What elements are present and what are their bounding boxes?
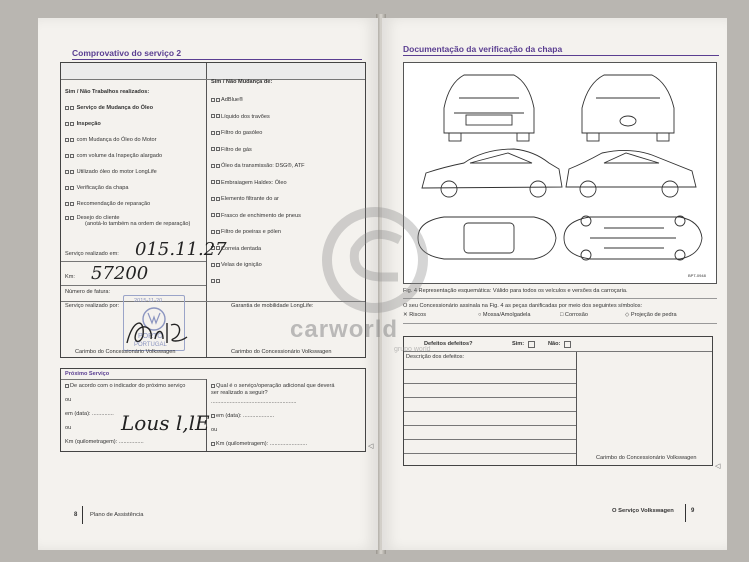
dealer-stamp: 2015-11-20 PORTO PORTUGAL	[123, 295, 185, 351]
list-item	[211, 163, 305, 169]
checkbox-icon[interactable]	[211, 114, 215, 118]
list-item	[211, 262, 262, 268]
service-date-handwritten: 015.11.27	[135, 239, 227, 260]
list-item	[211, 147, 252, 153]
list-item-label: Líquido dos travões	[221, 113, 270, 120]
checkbox-icon[interactable]	[65, 170, 69, 174]
checkbox-icon[interactable]	[65, 122, 69, 126]
checkbox-icon[interactable]	[65, 154, 69, 158]
desc-label: Descrição dos defeitos:	[406, 354, 465, 360]
legend-item: ◇ Projeção de pedra	[625, 312, 677, 318]
task-item	[85, 221, 190, 227]
checkbox-icon[interactable]	[211, 98, 215, 102]
right-page	[382, 18, 727, 550]
checkbox-icon[interactable]	[216, 263, 220, 267]
list-item	[211, 196, 279, 202]
checkbox-icon[interactable]	[211, 164, 215, 168]
checkbox-icon[interactable]	[216, 197, 220, 201]
title-rule-right	[403, 55, 719, 56]
task-label: Desejo do cliente	[76, 215, 120, 221]
next-left-item: em (data): ..............	[65, 411, 114, 417]
list-item-label: Elemento filtrante do ar	[221, 196, 279, 202]
list-item	[211, 213, 301, 219]
list-item	[211, 180, 287, 186]
checkbox-icon[interactable]	[216, 180, 220, 184]
fig-code: BPT-0948	[688, 273, 706, 278]
checkbox-icon[interactable]	[211, 131, 215, 135]
right-page-number: 9	[691, 508, 695, 514]
checkbox-icon[interactable]	[211, 263, 215, 267]
checkbox-icon[interactable]	[216, 164, 220, 168]
page-arrow-icon: ◁	[368, 443, 374, 450]
instructions: O seu Concessionário assinala na Fig. 4 as peças danificadas por meio dos seguintes símbolos:	[403, 303, 643, 309]
right-footer: O Serviço Volkswagen	[612, 508, 674, 514]
defects-table	[403, 336, 713, 466]
checkbox-icon[interactable]	[70, 216, 74, 220]
legend-item: ○ Mossa/Amolgadela	[478, 312, 531, 318]
legend-item: □ Corrosão	[560, 312, 588, 318]
task-label: com Mudança do Óleo do Motor	[76, 137, 157, 143]
checkbox-icon[interactable]	[211, 180, 215, 184]
left-page-number: 8	[74, 512, 78, 518]
task-label: Verificação da chapa	[76, 185, 129, 191]
checkbox-icon[interactable]	[216, 147, 220, 151]
task-item	[65, 169, 157, 175]
next-left-item: ou	[65, 425, 72, 431]
col1-header: Sim / Não Trabalhos realizados:	[65, 89, 150, 95]
checkbox-icon[interactable]	[216, 114, 220, 118]
checkbox-icon[interactable]	[211, 442, 215, 446]
km-handwritten: 57200	[91, 263, 149, 284]
defects-yes-checkbox[interactable]	[528, 341, 535, 348]
task-item	[65, 185, 129, 191]
list-item	[211, 114, 270, 120]
next-right-item: .......................................................	[211, 399, 297, 405]
list-item-label: Filtro de poeiras e pólen	[221, 229, 282, 235]
fig-caption: Fig. 4 Representação esquemática: Válido para todos os veículos e versões da carroçaria.	[403, 288, 628, 294]
list-item-label: Correia dentada	[221, 245, 262, 252]
task-item	[65, 201, 150, 207]
list-item-label: Embraiagem Haldex: Óleo	[221, 179, 287, 186]
list-item-label: Óleo da transmissão: DSG®, ATF	[221, 163, 305, 169]
defects-no-checkbox[interactable]	[564, 341, 571, 348]
checkbox-icon[interactable]	[70, 186, 74, 190]
invoice-label: Número de fatura:	[65, 289, 111, 295]
left-title: Comprovativo do serviço 2	[72, 48, 182, 58]
checkbox-icon[interactable]	[211, 197, 215, 201]
checkbox-icon[interactable]	[216, 230, 220, 234]
checkbox-icon[interactable]	[216, 98, 220, 102]
list-item-label: Velas de ignição	[221, 262, 262, 268]
next-service-title: Próximo Serviço	[65, 371, 110, 377]
service-date-label: Serviço realizado em:	[65, 251, 119, 257]
task-label: Inspeção	[76, 121, 101, 127]
defect-row-line	[404, 411, 576, 412]
defect-row-line	[404, 425, 576, 426]
right-title: Documentação da verificação da chapa	[403, 44, 563, 54]
checkbox-icon[interactable]	[211, 230, 215, 234]
task-item	[65, 137, 156, 143]
checkbox-icon[interactable]	[65, 202, 69, 206]
left-page	[38, 18, 378, 550]
list-item	[211, 97, 243, 103]
legend-item: ✕ Riscos	[403, 312, 427, 318]
checkbox-icon[interactable]	[216, 213, 220, 217]
checkbox-icon[interactable]	[216, 279, 220, 283]
km-label: Km:	[65, 274, 75, 280]
next-left-item: Km (quilometragem): ................	[65, 439, 144, 445]
page-arrow-icon-right: ◁	[715, 463, 721, 470]
handwritten-signature	[123, 313, 203, 353]
checkbox-icon[interactable]	[70, 154, 74, 158]
defects-label: Defeitos defeitos?	[424, 341, 473, 347]
checkbox-icon[interactable]	[65, 106, 69, 110]
done-by-label: Serviço realizado por:	[65, 303, 120, 309]
next-left-item: ou	[65, 397, 72, 403]
next-right-item: em (data): ....................	[211, 413, 274, 419]
checkbox-icon[interactable]	[211, 147, 215, 151]
next-left-item: De acordo com o indicador do próximo serviço	[65, 383, 185, 389]
checkbox-icon[interactable]	[70, 170, 74, 174]
checkbox-icon[interactable]	[65, 384, 69, 388]
checkbox-icon[interactable]	[65, 216, 69, 220]
col2-header: Sim / Não Mudança de:	[211, 79, 273, 85]
next-service-box	[60, 368, 366, 452]
list-item-label: Frasco de enchimento de pneus	[221, 212, 301, 219]
task-label: com volume da Inspeção alargado	[76, 153, 163, 159]
list-item-label: AdBlue®	[221, 97, 244, 103]
task-item	[65, 121, 101, 127]
checkbox-icon[interactable]	[65, 138, 69, 142]
next-right-item: Km (quilometragem): ........................	[211, 441, 307, 447]
checkbox-icon[interactable]	[70, 106, 74, 110]
checkbox-icon[interactable]	[211, 213, 215, 217]
left-footer: Plano de Assistência	[90, 512, 144, 518]
list-item	[211, 279, 221, 285]
defect-row-line	[404, 439, 576, 440]
checkbox-icon[interactable]	[211, 414, 215, 418]
checkbox-icon[interactable]	[70, 122, 74, 126]
list-item-label: Filtro de gás	[221, 146, 252, 153]
list-item	[211, 130, 262, 136]
stamp-label-defects: Carimbo do Concessionário Volkswagen	[596, 455, 697, 461]
car-outlines	[404, 63, 716, 283]
task-item	[65, 153, 162, 159]
checkbox-icon[interactable]	[211, 279, 215, 283]
task-label: Recomendação de reparação	[76, 201, 151, 207]
next-handwritten: Lous l,lE	[121, 411, 210, 435]
defect-row-line	[404, 397, 576, 398]
car-diagram	[403, 62, 717, 284]
checkbox-icon[interactable]	[211, 384, 215, 388]
task-label: Serviço de Mudança do Óleo	[76, 105, 154, 111]
list-item-label: Filtro do gasóleo	[221, 130, 263, 136]
task-item	[65, 105, 153, 111]
stamp-label-left: Carimbo do Concessionário Volkswagen	[75, 349, 176, 355]
next-right-item: ser realizado a seguir?	[211, 390, 268, 396]
defect-row-line	[404, 453, 576, 454]
task-label: (anotá-lo também na ordem de reparação)	[85, 221, 191, 227]
sim-label: Sim:	[512, 341, 525, 347]
stamp-label-right: Carimbo do Concessionário Volkswagen	[231, 349, 332, 355]
longlife-label: Garantia de mobilidade LongLife:	[231, 303, 314, 309]
title-rule	[72, 59, 362, 60]
service-table	[60, 62, 366, 358]
next-right-item: ou	[211, 427, 218, 433]
defect-row-line	[404, 369, 576, 370]
watermark-brand: carworld	[290, 316, 399, 343]
task-label: Utilizado óleo do motor LongLife	[76, 169, 157, 175]
list-item	[211, 229, 281, 235]
watermark-sub: grupo world	[394, 346, 431, 353]
checkbox-icon[interactable]	[70, 202, 74, 206]
nao-label: Não:	[548, 341, 561, 347]
next-right-item: Qual é o serviço/operação adicional que deverá	[211, 383, 334, 389]
checkbox-icon[interactable]	[216, 131, 220, 135]
checkbox-icon[interactable]	[70, 138, 74, 142]
defect-row-line	[404, 383, 576, 384]
checkbox-icon[interactable]	[65, 186, 69, 190]
